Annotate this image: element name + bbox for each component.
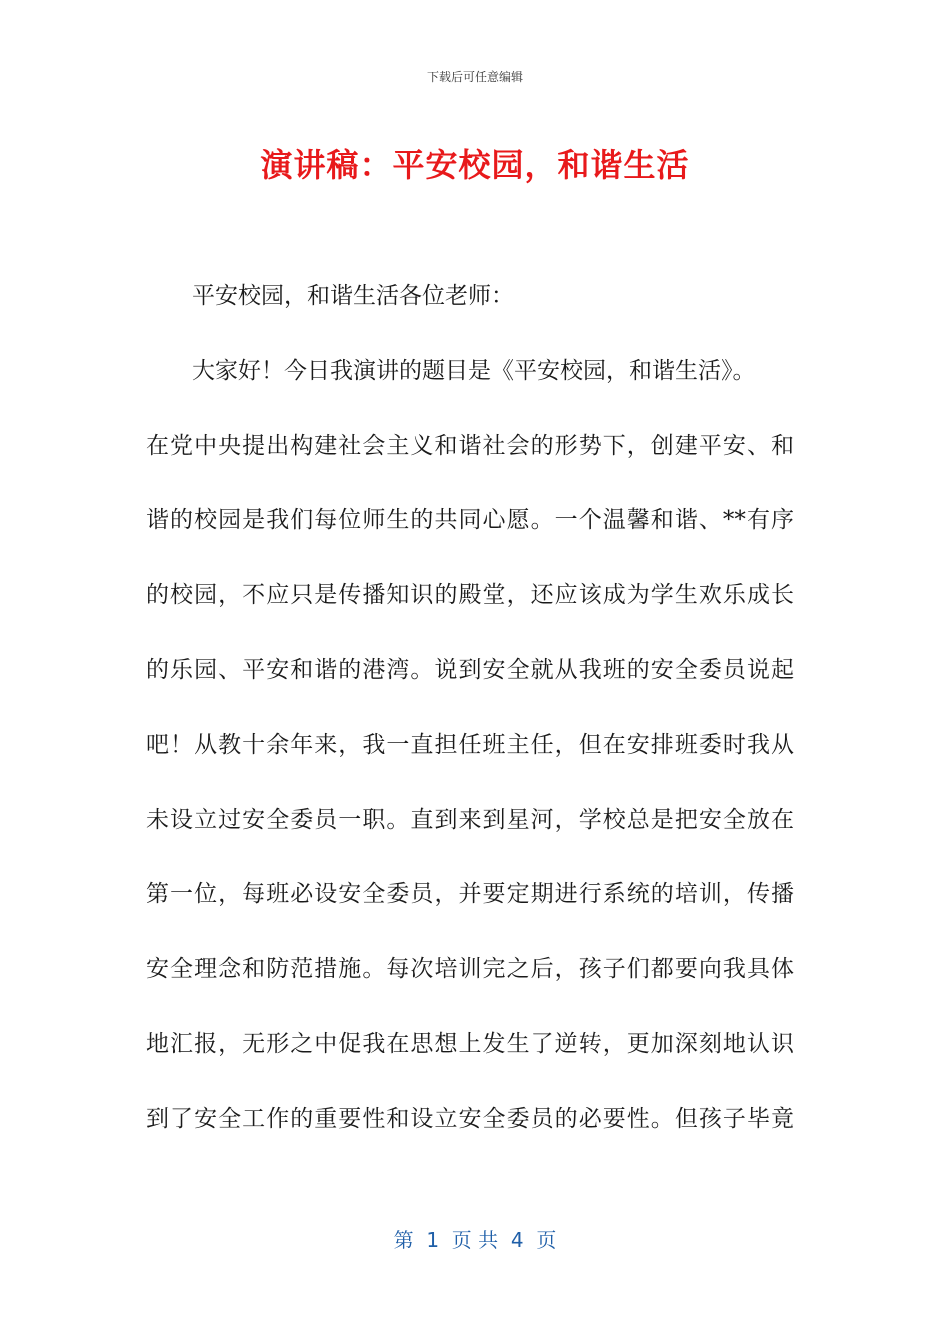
document-body — [146, 275, 794, 1173]
body-line: 的乐园、平安和谐的港湾。说到安全就从我班的安全委员说起 — [146, 656, 794, 683]
body-line: 平安校园，和谐生活各位老师： — [192, 283, 514, 309]
document-title: 演讲稿：平安校园，和谐生活 — [260, 146, 690, 184]
body-line: 在党中央提出构建社会主义和谐社会的形势下，创建平安、和 — [146, 432, 794, 459]
body-line: 未设立过安全委员一职。直到来到星河，学校总是把安全放在 — [146, 806, 794, 833]
body-line: 到了安全工作的重要性和设立安全委员的必要性。但孩子毕竟 — [146, 1105, 794, 1132]
header-note: 下载后可任意编辑 — [426, 70, 523, 84]
body-line: 地汇报，无形之中促我在思想上发生了逆转，更加深刻地认识 — [146, 1030, 794, 1057]
body-line: 吧！从教十余年来，我一直担任班主任，但在安排班委时我从 — [146, 731, 794, 758]
body-line: 的校园，不应只是传播知识的殿堂，还应该成为学生欢乐成长 — [146, 582, 794, 609]
body-line: 安全理念和防范措施。每次培训完之后，孩子们都要向我具体 — [146, 956, 794, 983]
body-line: 谐的校园是我们每位师生的共同心愿。一个温馨和谐、**有序 — [146, 507, 794, 534]
body-line: 第一位，每班必设安全委员，并要定期进行系统的培训，传播 — [146, 881, 794, 908]
body-line: 大家好！今日我演讲的题目是《平安校园，和谐生活》。 — [192, 357, 756, 384]
page-number-footer: 第 1 页 共 4 页 — [393, 1228, 557, 1252]
